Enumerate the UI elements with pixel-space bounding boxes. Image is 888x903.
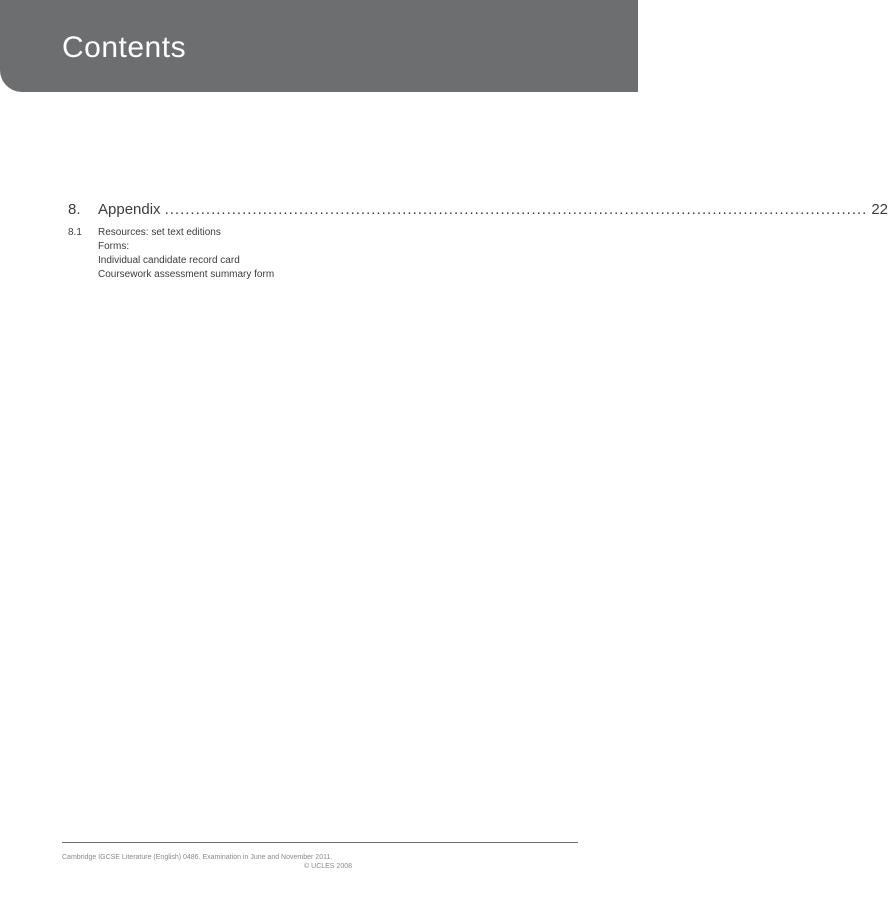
table-of-contents [68, 200, 888, 282]
toc-section-number: 8. [68, 201, 81, 218]
header-band [0, 0, 638, 92]
toc-section-title: Appendix [98, 201, 161, 218]
footer-syllabus-line: Cambridge IGCSE Literature (English) 0486. Examination in June and November 2011. [62, 854, 333, 861]
footer [62, 853, 352, 871]
footer-divider [62, 842, 578, 843]
toc-subsection-line: Forms: [98, 241, 130, 252]
toc-subsection-lines [98, 226, 274, 282]
toc-dot-leader: ........................................................................................................................................ [164, 201, 868, 218]
toc-subsection-line: Individual candidate record card [98, 255, 240, 266]
toc-entry-appendix [68, 200, 888, 220]
footer-copyright: © UCLES 2008 [304, 863, 352, 870]
toc-page-number: 22 [871, 201, 888, 218]
toc-subsection-line: Coursework assessment summary form [98, 269, 275, 280]
toc-subsection-number: 8.1 [68, 227, 82, 238]
toc-subsection-line: Resources: set text editions [98, 227, 221, 238]
toc-subsection [68, 226, 578, 282]
page-title: Contents [62, 31, 187, 64]
